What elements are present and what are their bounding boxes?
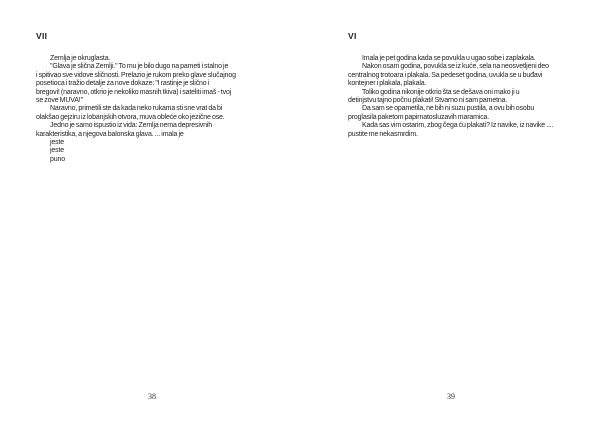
text-line: centralnog trotoara i plakala. Sa pedeset godina, uvukla se u buđavi: [348, 71, 543, 79]
text-line: detinjstvu tajno počnu plakati! Stvarno ni sam pametna.: [348, 97, 508, 105]
page-body: [348, 55, 582, 139]
paragraph: Imala je pet godina kada se povukla u ugao sobe i zaplakala.: [362, 55, 536, 62]
right-page: [300, 0, 600, 428]
paragraph: Zemlja je okruglasta.: [50, 55, 111, 62]
paragraph: "Glava je slična Zemlji." To mu je bilo dugo na pameti i stalno je: [50, 63, 229, 71]
page-number: 39: [447, 392, 455, 401]
paragraph: Kada sas vim ostarim, zbog čega ću plakati? Iz navike, iz navike ....: [362, 122, 554, 130]
verse-line: puno: [50, 155, 65, 163]
paragraph: Toliko godina nikonije otkrio šta se dešava oni mako ji u: [362, 88, 520, 96]
text-line: pustite me nekasmrdim.: [348, 130, 418, 138]
page-number: 38: [148, 392, 156, 401]
paragraph: Jedno je samo ispustio iz vida: Zemlja nema depresivnih: [50, 122, 213, 130]
verse-line: jeste: [50, 147, 65, 155]
paragraph: Naravno, primetili ste da kada neko rukama sti sne vrat da bi: [50, 105, 223, 113]
verse-line: jeste: [50, 139, 65, 147]
text-line: karakteristika, a njegova balonska glava. ... imala je: [36, 130, 184, 138]
chapter-heading: VI: [348, 31, 357, 41]
text-line: proglasila paketom papirnatosluzavih maramica.: [348, 113, 490, 121]
text-line: bregovi! (naravno, otkrio je nekoliko masnih tkiva) i sateliti imaš - tvoj: [36, 88, 232, 96]
paragraph: Nakon osam godina, povukla se iz kuće, sela na neosvetljeni deo: [362, 63, 549, 71]
text-line: i spitivao sve vidove sličnosti. Prelazio je rukom preko glave slučajnog: [36, 71, 236, 79]
text-line: se zove MUVA!": [36, 97, 83, 105]
paragraph: Da sam se opametila, ne bih ni suzu pustila, a ovu bih osobu: [362, 105, 535, 113]
text-line: posetioca i tražio detalje za nove dokaze: "I rastinje je slično i: [36, 80, 210, 88]
page-body: [36, 55, 272, 164]
text-line: olakšao gejziru iz lobanjskih otvora, muva obleće oko jezične ose.: [36, 113, 225, 121]
text-line: kontejner i plakala, plakala.: [348, 80, 427, 88]
chapter-heading: VII: [36, 31, 48, 41]
